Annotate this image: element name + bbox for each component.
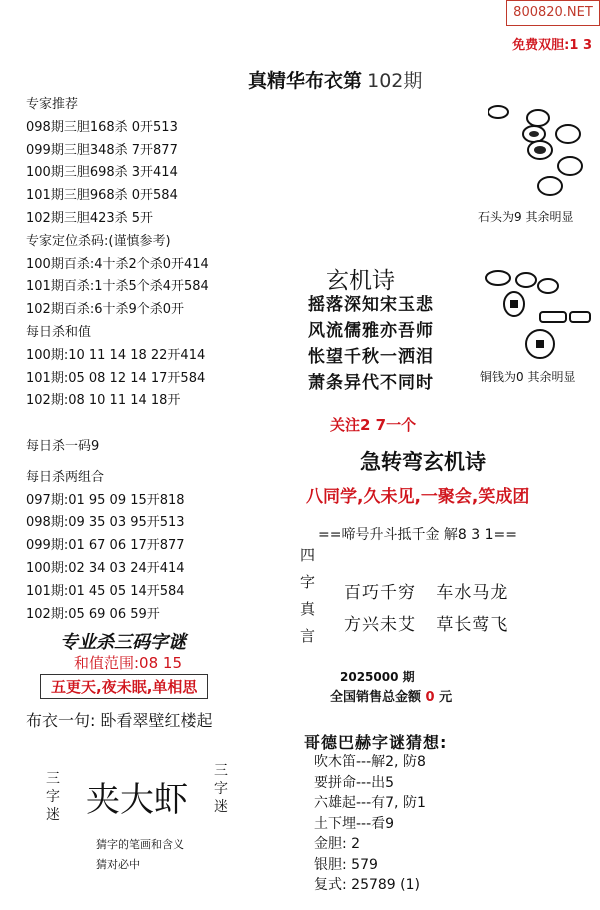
list-item: 100期百杀:4十杀2个杀0开414 — [26, 256, 209, 272]
sales-issue: 2025000 期 — [340, 670, 415, 684]
list-item: 100期:10 11 14 18 22开414 — [26, 347, 206, 363]
list-item: 102期:05 69 06 59开 — [26, 606, 160, 622]
riddle3-sum-range: 和值范围:08 15 — [74, 654, 182, 672]
four-char-row-2 — [344, 610, 508, 635]
list-item: 要拼命---出5 — [314, 774, 395, 791]
poem-line: 怅望千秋一洒泪 — [308, 347, 434, 367]
list-item: 土下埋---看9 — [314, 815, 395, 832]
side-char: 字 — [300, 573, 316, 591]
three-char-left: 三字迷 — [46, 771, 60, 823]
list-item: 六雄起---有7, 防1 — [314, 795, 426, 811]
free-pick: 免费双胆:1 3 — [512, 38, 592, 53]
daily-two-heading: 每日杀两组合 — [26, 469, 105, 485]
img-caption-1: 石头为9 其余明显 — [478, 210, 574, 224]
page-title — [248, 66, 422, 93]
expert-section — [26, 94, 209, 413]
list-item: 金胆: 2 — [314, 836, 361, 852]
list-item: 101期:01 45 05 14开584 — [26, 583, 185, 599]
list-item: 102期三胆423杀 5开 — [26, 210, 154, 226]
list-item: 102期百杀:6十杀9个杀0开 — [26, 302, 185, 318]
list-item: 100期三胆698杀 3开414 — [26, 165, 178, 181]
goldbach-title: 哥德巴赫字谜猜想: — [304, 733, 448, 752]
expert-heading: 专家推荐 — [26, 97, 79, 112]
hint2: 猜对必中 — [96, 858, 140, 871]
sales-line — [330, 686, 452, 705]
sales-amount: 0 — [425, 690, 435, 705]
four-char-side — [300, 542, 324, 650]
riddle3-phrase: 五更天,夜未眠,单相思 — [40, 674, 208, 699]
list-item: 102期:08 10 11 14 18开 — [26, 393, 181, 409]
list-item: 银胆: 579 — [314, 856, 378, 873]
title-main: 真精华布衣第 — [248, 70, 363, 92]
idiom: 方兴未艾 — [344, 615, 416, 635]
list-item: 097期:01 95 09 15开818 — [26, 492, 185, 508]
site-badge[interactable]: 800820.NET — [506, 0, 600, 26]
riddle3-title: 专业杀三码字谜 — [60, 632, 186, 653]
tiger-line: ==啼号升斗抵千金 解8 3 1== — [318, 527, 517, 543]
poem-line: 萧条异代不同时 — [308, 373, 434, 393]
list-item: 101期:05 08 12 14 17开584 — [26, 370, 206, 386]
jizhuanwan-title: 急转弯玄机诗 — [360, 450, 486, 474]
title-issue: 102期 — [367, 70, 423, 92]
idiom: 百巧千穷 — [344, 583, 416, 603]
daily-two-section — [26, 436, 185, 626]
four-char-row-1 — [344, 578, 508, 603]
hint1: 猜字的笔画和含义 — [96, 838, 184, 851]
xuanji-focus: 关注2 7一个 — [330, 416, 417, 434]
goldbach-list — [314, 752, 426, 896]
list-item: 099期三胆348杀 7开877 — [26, 142, 178, 158]
list-item: 098期三胆168杀 0开513 — [26, 119, 178, 135]
buyi-line: 布衣一句: 卧看翠壁红楼起 — [26, 711, 213, 730]
idiom: 车水马龙 — [436, 583, 509, 603]
img-caption-2: 铜钱为0 其余明显 — [480, 370, 576, 384]
xuanji-title: 玄机诗 — [326, 268, 395, 294]
side-char: 言 — [300, 627, 316, 645]
jizhuanwan-line: 八同学,久未见,一聚会,笑成团 — [306, 487, 530, 507]
three-char-right: 三字迷 — [214, 763, 228, 815]
list-item: 101期三胆968杀 0开584 — [26, 188, 178, 204]
list-item: 098期:09 35 03 95开513 — [26, 515, 185, 531]
idiom: 草长莺飞 — [436, 615, 509, 635]
coins-image — [484, 268, 594, 364]
sales-label: 全国销售总金额 — [330, 690, 422, 705]
poem-line: 风流儒雅亦吾师 — [308, 321, 434, 341]
list-item: 复式: 25789 (1) — [314, 877, 420, 893]
position-kill-heading: 专家定位杀码:(谨慎参考) — [26, 233, 171, 249]
daily-sum-heading: 每日杀和值 — [26, 324, 92, 340]
list-item: 100期:02 34 03 24开414 — [26, 560, 185, 576]
list-item: 101期百杀:1十杀5个杀4开584 — [26, 279, 209, 295]
daily-one: 每日杀一码9 — [26, 439, 100, 454]
side-char: 真 — [300, 600, 316, 618]
xuanji-poem — [308, 292, 434, 396]
big-riddle: 夹大虾 — [86, 780, 188, 820]
side-char: 四 — [300, 546, 316, 564]
stones-image — [488, 98, 592, 202]
list-item: 099期:01 67 06 17开877 — [26, 538, 185, 554]
poem-line: 摇落深知宋玉悲 — [308, 295, 434, 315]
sales-unit: 元 — [439, 690, 453, 705]
list-item: 吹木笛---解2, 防8 — [314, 754, 426, 770]
